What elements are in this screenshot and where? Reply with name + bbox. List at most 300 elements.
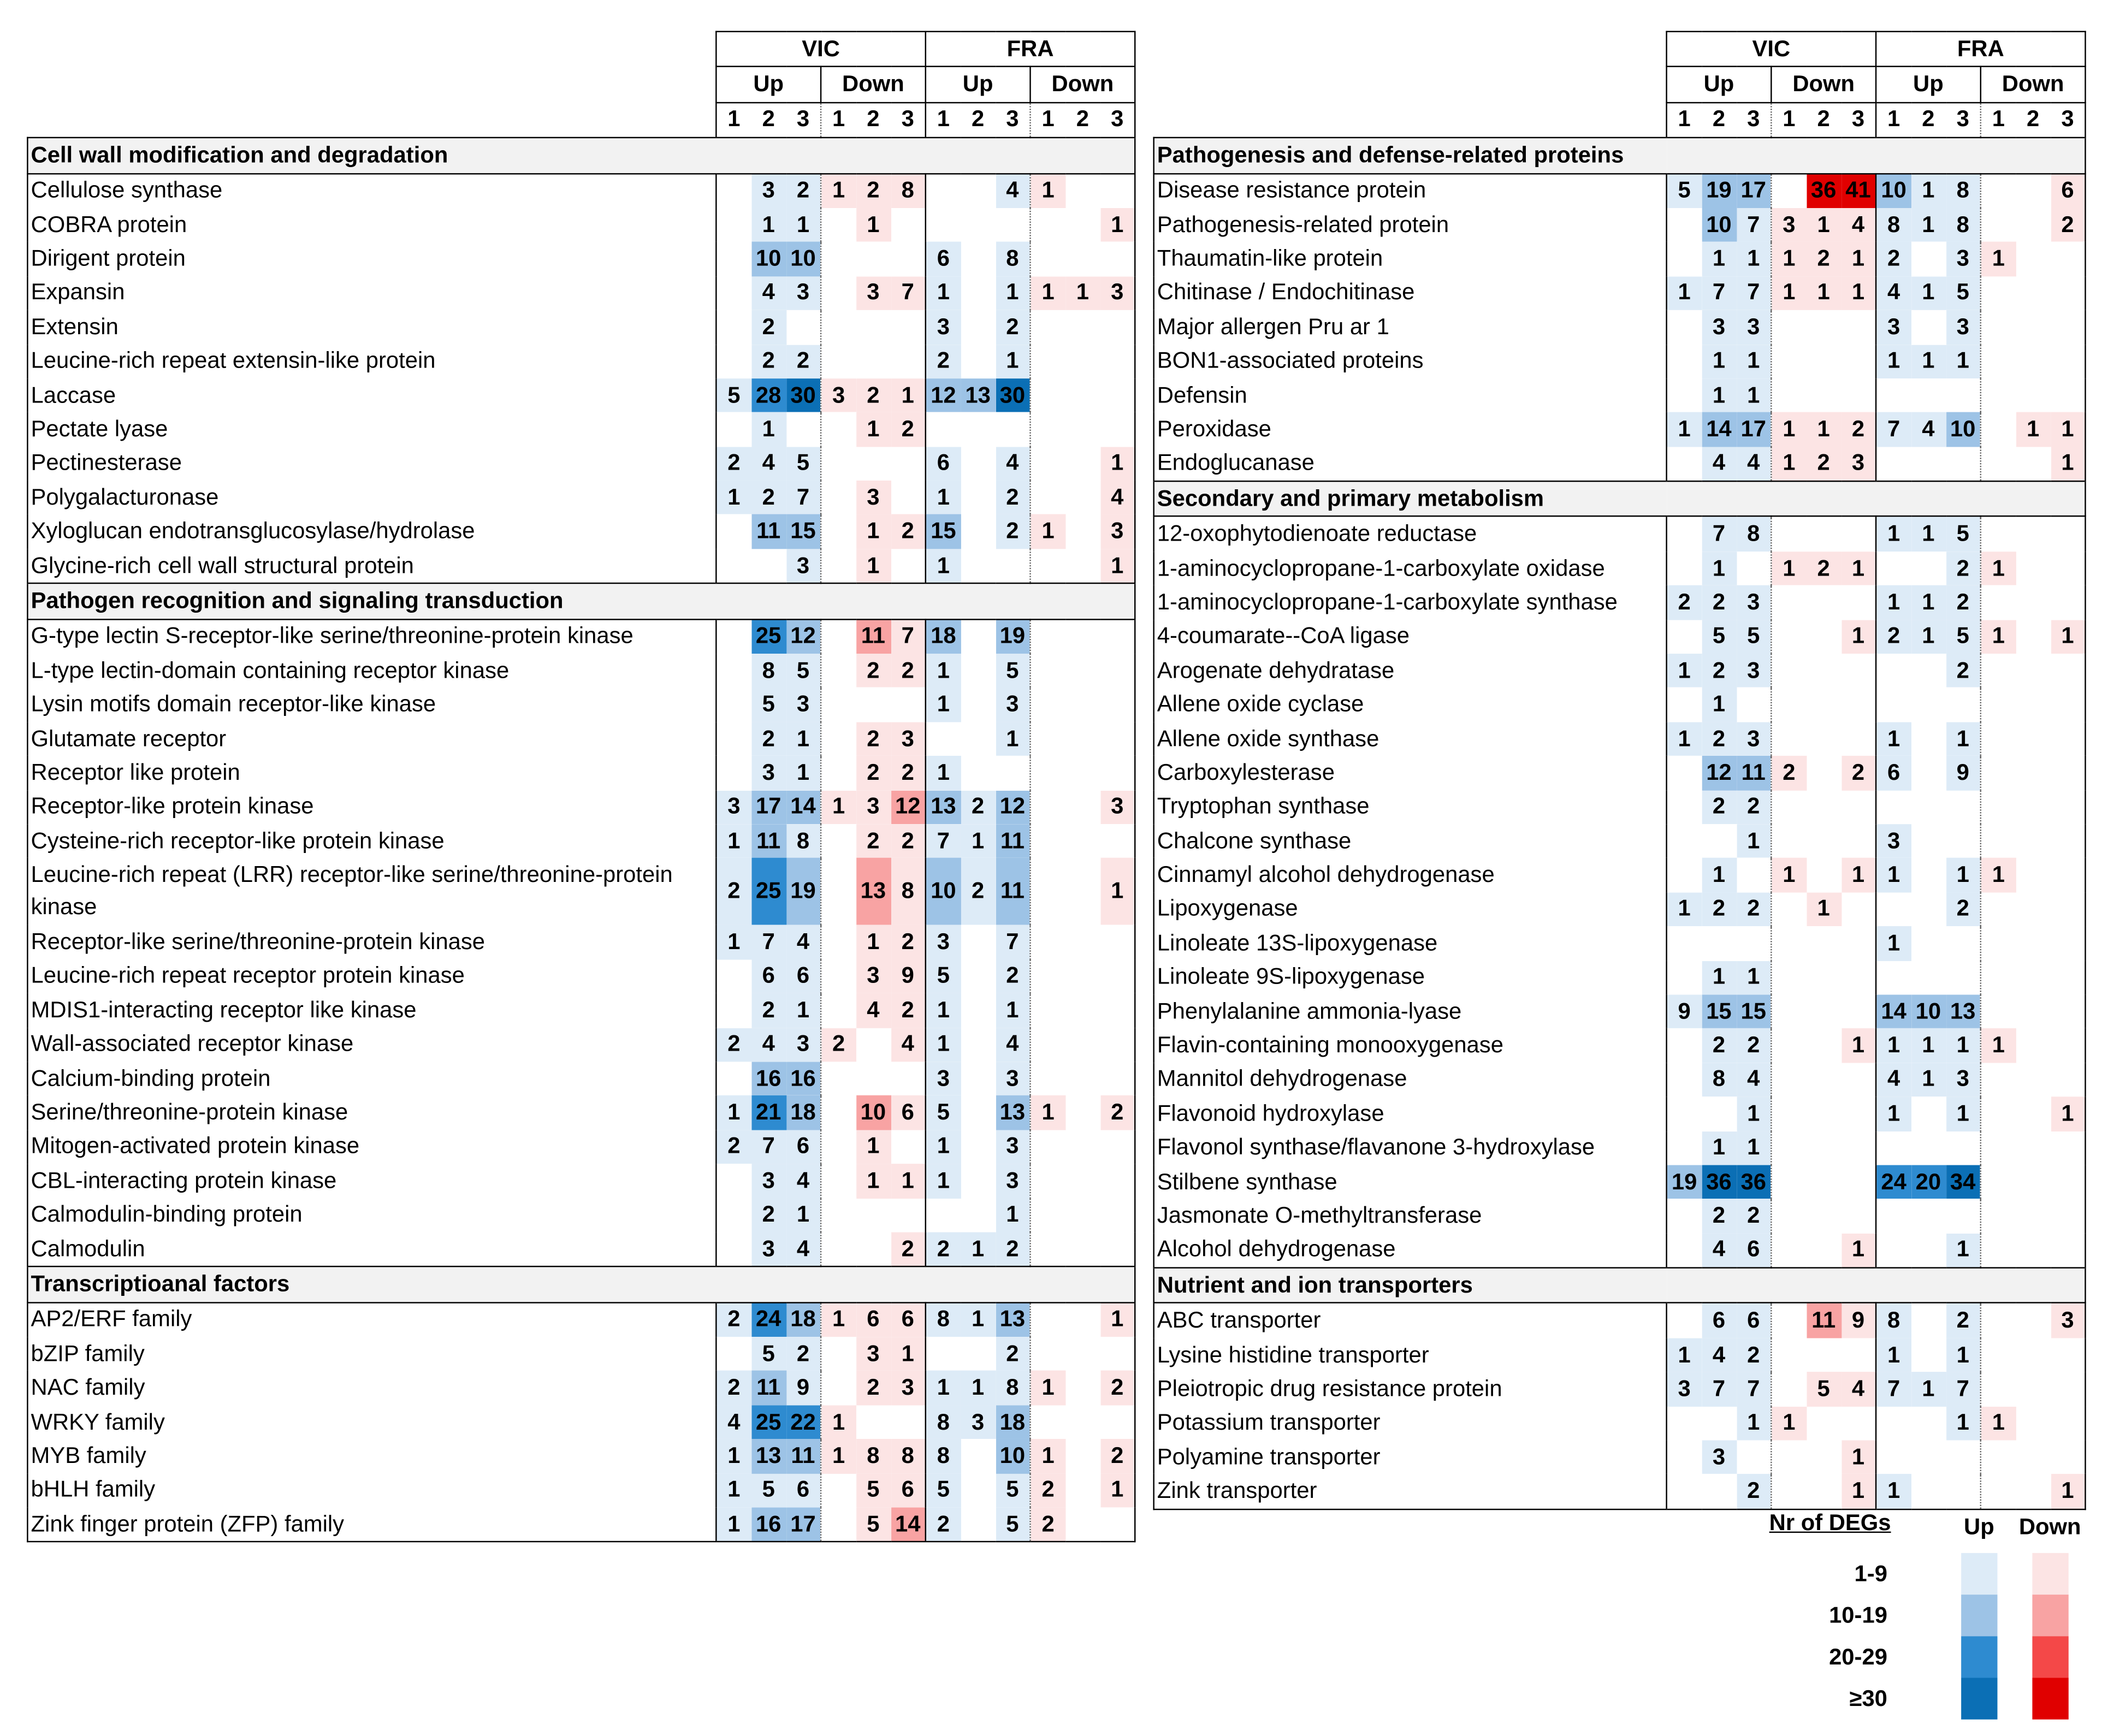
heat-cell: 2 <box>751 345 786 378</box>
category-label: Pathogen recognition and signaling transduction <box>27 584 716 619</box>
heat-cell <box>2016 722 2051 756</box>
heat-cell <box>1702 824 1737 858</box>
heat-cell: 2 <box>1702 1029 1737 1063</box>
heat-cell <box>1667 926 1702 960</box>
heat-cell: 2 <box>821 1028 856 1062</box>
heatmap-row <box>27 1405 1135 1439</box>
heat-cell: 3 <box>856 1337 891 1371</box>
row-label: Carboxylesterase <box>1154 756 1667 790</box>
heat-cell <box>891 1062 926 1095</box>
category-row <box>1154 138 2086 173</box>
heat-cell <box>2016 1474 2051 1509</box>
heat-cell <box>1911 892 1946 926</box>
column-group-header: FRA <box>926 32 1135 67</box>
heat-cell <box>1876 378 1911 412</box>
heat-cell <box>1911 242 1946 276</box>
heat-cell: 10 <box>1911 994 1946 1028</box>
replicate-header: 2 <box>1911 102 1946 138</box>
heat-cell <box>716 549 751 584</box>
legend-swatch-down <box>2032 1553 2068 1595</box>
row-label: Receptor like protein <box>27 756 716 790</box>
heat-cell <box>1065 208 1100 242</box>
heat-cell <box>1806 620 1841 654</box>
heat-cell: 5 <box>926 1473 961 1507</box>
heat-cell <box>856 242 891 276</box>
heat-cell <box>1065 549 1100 584</box>
heat-cell: 1 <box>1876 926 1911 960</box>
replicate-header: 1 <box>926 102 961 138</box>
heat-cell: 4 <box>751 447 786 481</box>
heat-cell <box>926 173 961 208</box>
heat-cell: 1 <box>716 1439 751 1473</box>
heat-cell <box>1806 824 1841 858</box>
heat-cell <box>1771 378 1806 412</box>
heat-cell: 6 <box>926 447 961 481</box>
heat-cell <box>1065 959 1100 993</box>
heat-cell <box>716 1232 751 1267</box>
heatmap-row <box>1154 173 2086 208</box>
heat-cell: 8 <box>1946 173 1981 208</box>
heat-cell: 2 <box>1736 1338 1771 1372</box>
heat-cell <box>1911 756 1946 790</box>
heat-cell: 15 <box>1736 994 1771 1028</box>
heat-cell <box>1031 345 1065 378</box>
heat-cell: 1 <box>1911 345 1946 378</box>
heat-cell <box>1100 688 1135 722</box>
heat-cell <box>1100 1130 1135 1164</box>
legend-swatch-up <box>1961 1553 1997 1595</box>
heatmap-row <box>1154 412 2086 446</box>
heat-cell: 1 <box>1100 1302 1135 1337</box>
heat-cell <box>1981 1440 2016 1474</box>
heatmap-row <box>1154 1440 2086 1474</box>
heat-cell: 36 <box>1702 1165 1737 1199</box>
heatmap-row <box>27 378 1135 412</box>
heat-cell: 1 <box>1806 276 1841 310</box>
heat-cell <box>716 1062 751 1095</box>
heat-cell: 1 <box>2016 412 2051 446</box>
heat-cell: 6 <box>1736 1233 1771 1268</box>
heat-cell <box>1981 994 2016 1028</box>
heat-cell: 2 <box>1946 1304 1981 1338</box>
heat-cell <box>1876 892 1911 926</box>
heat-cell: 2 <box>1946 552 1981 585</box>
heat-cell <box>1031 481 1065 514</box>
heat-cell: 1 <box>1667 276 1702 310</box>
heat-cell <box>1771 824 1806 858</box>
heat-cell: 10 <box>1946 412 1981 446</box>
heat-cell: 3 <box>751 173 786 208</box>
heat-cell <box>1911 1131 1946 1165</box>
legend-bin-label: 10-19 <box>1829 1602 1887 1628</box>
heat-cell: 5 <box>1736 620 1771 654</box>
heat-cell <box>2016 892 2051 926</box>
heat-cell: 2 <box>926 1232 961 1267</box>
heat-cell: 3 <box>1736 654 1771 688</box>
heatmap-row <box>1154 1131 2086 1165</box>
heat-cell <box>821 1371 856 1405</box>
heat-cell <box>1667 517 1702 552</box>
heat-cell: 1 <box>1031 1439 1065 1473</box>
heat-cell <box>1031 619 1065 654</box>
row-label: Receptor-like protein kinase <box>27 790 716 824</box>
heat-cell: 1 <box>786 722 821 756</box>
heat-cell: 4 <box>1841 1372 1876 1406</box>
heat-cell <box>891 310 926 344</box>
heat-cell <box>1806 1406 1841 1440</box>
heat-cell <box>961 1198 996 1232</box>
heat-cell <box>1771 1474 1806 1509</box>
replicate-header: 3 <box>786 102 821 138</box>
heat-cell: 9 <box>1667 994 1702 1028</box>
heatmap-row <box>1154 961 2086 994</box>
heat-cell: 1 <box>1841 858 1876 892</box>
heat-cell: 3 <box>1100 515 1135 549</box>
heat-cell: 13 <box>856 858 891 926</box>
heat-cell <box>821 1062 856 1095</box>
heat-cell: 5 <box>751 688 786 722</box>
heat-cell <box>1946 824 1981 858</box>
heat-cell <box>1667 1029 1702 1063</box>
heat-cell <box>961 1164 996 1198</box>
heatmap-row <box>27 619 1135 654</box>
heat-cell <box>2016 1372 2051 1406</box>
heat-cell: 2 <box>1946 892 1981 926</box>
row-label: Flavonoid hydroxylase <box>1154 1097 1667 1130</box>
heat-cell <box>891 242 926 276</box>
heat-cell: 41 <box>1841 173 1876 208</box>
heat-cell <box>1702 1097 1737 1130</box>
row-label: Cinnamyl alcohol dehydrogenase <box>1154 858 1667 892</box>
heatmap-row <box>1154 1338 2086 1372</box>
heat-cell: 2 <box>891 993 926 1027</box>
heat-cell <box>891 345 926 378</box>
heat-cell: 3 <box>1946 242 1981 276</box>
heat-cell <box>961 619 996 654</box>
heat-cell <box>1981 892 2016 926</box>
heat-cell <box>1876 447 1911 482</box>
heatmap-row <box>1154 722 2086 756</box>
heat-cell: 36 <box>1736 1165 1771 1199</box>
heat-cell: 1 <box>2051 620 2086 654</box>
heat-cell: 18 <box>996 1405 1031 1439</box>
heat-cell: 16 <box>751 1062 786 1095</box>
heat-cell: 5 <box>1667 173 1702 208</box>
heat-cell <box>821 1232 856 1267</box>
heat-cell: 3 <box>751 1232 786 1267</box>
heat-cell <box>1065 1473 1100 1507</box>
heat-cell: 1 <box>1841 242 1876 276</box>
legend-swatch-down <box>2032 1595 2068 1636</box>
replicate-header: 3 <box>1841 102 1876 138</box>
heat-cell: 2 <box>926 345 961 378</box>
heat-cell <box>961 310 996 344</box>
heatmap-row <box>1154 926 2086 960</box>
row-label: Polygalacturonase <box>27 481 716 514</box>
heat-cell: 1 <box>1736 824 1771 858</box>
heat-cell <box>1981 447 2016 482</box>
heat-cell <box>1771 654 1806 688</box>
category-fill <box>716 1267 1135 1302</box>
heat-cell <box>2016 1233 2051 1268</box>
heat-cell <box>2016 1097 2051 1130</box>
legend-swatch-up <box>1961 1678 1997 1720</box>
row-label: Calcium-binding protein <box>27 1062 716 1095</box>
heat-cell <box>1736 688 1771 722</box>
heat-cell <box>891 481 926 514</box>
heat-cell: 1 <box>996 993 1031 1027</box>
heat-cell: 1 <box>891 1164 926 1198</box>
heat-cell <box>1771 1233 1806 1268</box>
heat-cell: 2 <box>961 790 996 824</box>
heat-cell: 5 <box>926 1096 961 1130</box>
replicate-header: 1 <box>1031 102 1065 138</box>
heat-cell <box>996 549 1031 584</box>
heat-cell: 1 <box>926 1371 961 1405</box>
heat-cell <box>821 481 856 514</box>
heat-cell <box>1981 1165 2016 1199</box>
heat-cell <box>1031 242 1065 276</box>
heat-cell: 4 <box>1702 1338 1737 1372</box>
heatmap-row <box>1154 585 2086 619</box>
heat-cell <box>1911 378 1946 412</box>
row-label: Glycine-rich cell wall structural protein <box>27 549 716 584</box>
heat-cell: 1 <box>1771 276 1806 310</box>
heat-cell <box>1911 1338 1946 1372</box>
heatmap-row <box>1154 994 2086 1028</box>
heat-cell: 4 <box>751 1028 786 1062</box>
heat-cell: 4 <box>1841 208 1876 242</box>
heat-cell <box>1065 378 1100 412</box>
heat-cell: 1 <box>2051 1097 2086 1130</box>
replicate-header: 2 <box>1065 102 1100 138</box>
heat-cell: 2 <box>1702 892 1737 926</box>
heat-cell <box>1702 1406 1737 1440</box>
heat-cell <box>1031 1130 1065 1164</box>
heat-cell <box>1031 1062 1065 1095</box>
heat-cell: 4 <box>716 1405 751 1439</box>
header-spacer <box>1154 102 1667 138</box>
heat-cell <box>2016 208 2051 242</box>
heat-cell: 15 <box>1702 994 1737 1028</box>
heat-cell: 6 <box>1876 756 1911 790</box>
heat-cell <box>821 208 856 242</box>
row-label: Pleiotropic drug resistance protein <box>1154 1372 1667 1406</box>
heat-cell: 1 <box>1981 242 2016 276</box>
heat-cell <box>1667 1233 1702 1268</box>
heat-cell <box>1806 994 1841 1028</box>
heat-cell <box>1667 1097 1702 1130</box>
heat-cell: 1 <box>996 345 1031 378</box>
heat-cell: 1 <box>1911 173 1946 208</box>
heat-cell <box>1771 1029 1806 1063</box>
heat-cell <box>1946 447 1981 482</box>
heat-cell <box>716 208 751 242</box>
heat-cell <box>1771 1131 1806 1165</box>
heat-cell <box>1771 722 1806 756</box>
heat-cell <box>1806 1474 1841 1509</box>
heat-cell: 3 <box>996 1062 1031 1095</box>
heat-cell <box>1981 517 2016 552</box>
heat-cell <box>1065 925 1100 959</box>
heat-cell <box>1806 1165 1841 1199</box>
heat-cell <box>1100 1507 1135 1542</box>
heat-cell <box>1065 858 1100 926</box>
heat-cell <box>891 1405 926 1439</box>
heat-cell <box>856 447 891 481</box>
heat-cell: 1 <box>1981 552 2016 585</box>
row-label: Wall-associated receptor kinase <box>27 1028 716 1062</box>
heat-cell <box>1841 1097 1876 1130</box>
heat-cell <box>2016 688 2051 722</box>
heat-cell: 1 <box>751 208 786 242</box>
heat-cell <box>1771 1440 1806 1474</box>
heat-cell <box>1771 994 1806 1028</box>
heat-cell <box>1667 310 1702 344</box>
heat-cell: 1 <box>1806 208 1841 242</box>
heat-cell: 11 <box>751 824 786 858</box>
legend-swatch-up <box>1961 1636 1997 1678</box>
heat-cell <box>1065 1198 1100 1232</box>
heat-cell: 6 <box>891 1473 926 1507</box>
row-label: Leucine-rich repeat receptor protein kinase <box>27 959 716 993</box>
row-label: Calmodulin <box>27 1232 716 1267</box>
heat-cell <box>1065 1507 1100 1542</box>
heat-cell: 1 <box>1876 345 1911 378</box>
heat-cell: 19 <box>1667 1165 1702 1199</box>
heat-cell: 1 <box>1736 242 1771 276</box>
heat-cell <box>1806 654 1841 688</box>
heat-cell: 4 <box>786 925 821 959</box>
heat-cell: 3 <box>926 1062 961 1095</box>
row-label: Flavonol synthase/flavanone 3-hydroxylase <box>1154 1131 1667 1165</box>
heat-cell: 6 <box>751 959 786 993</box>
row-label: L-type lectin-domain containing receptor kinase <box>27 654 716 688</box>
heat-cell: 2 <box>961 858 996 926</box>
heat-cell: 12 <box>996 790 1031 824</box>
heat-cell <box>1667 1474 1702 1509</box>
heat-cell <box>1911 654 1946 688</box>
replicate-header: 3 <box>1100 102 1135 138</box>
heatmap-row <box>27 756 1135 790</box>
heat-cell: 3 <box>1876 824 1911 858</box>
heat-cell: 6 <box>856 1302 891 1337</box>
heatmap-table <box>1153 31 2086 1510</box>
heat-cell <box>1100 345 1135 378</box>
heat-cell: 8 <box>926 1405 961 1439</box>
heat-cell: 6 <box>786 959 821 993</box>
heat-cell: 12 <box>891 790 926 824</box>
heat-cell <box>961 688 996 722</box>
heat-cell: 1 <box>1771 1406 1806 1440</box>
heat-cell: 1 <box>821 173 856 208</box>
heatmap-row <box>27 722 1135 756</box>
heat-cell <box>1946 1131 1981 1165</box>
heat-cell <box>1065 824 1100 858</box>
heatmap-row <box>27 1130 1135 1164</box>
heat-cell: 6 <box>891 1302 926 1337</box>
heat-cell <box>2051 585 2086 619</box>
heat-cell: 3 <box>1771 208 1806 242</box>
heat-cell: 6 <box>2051 173 2086 208</box>
heat-cell: 8 <box>786 824 821 858</box>
heat-cell <box>821 276 856 310</box>
heat-cell <box>1667 620 1702 654</box>
heat-cell: 12 <box>926 378 961 412</box>
heat-cell <box>1806 688 1841 722</box>
heat-cell <box>1806 790 1841 824</box>
row-label: Allene oxide synthase <box>1154 722 1667 756</box>
replicate-header: 1 <box>821 102 856 138</box>
heat-cell <box>1946 378 1981 412</box>
heat-cell: 11 <box>1806 1304 1841 1338</box>
heatmap-row <box>27 1028 1135 1062</box>
row-label: Potassium transporter <box>1154 1406 1667 1440</box>
replicate-header: 2 <box>2016 102 2051 138</box>
category-row <box>27 584 1135 619</box>
heat-cell: 1 <box>716 1473 751 1507</box>
heat-cell: 6 <box>786 1130 821 1164</box>
heat-cell: 1 <box>996 276 1031 310</box>
heat-cell <box>1065 1232 1100 1267</box>
heat-cell: 2 <box>891 1232 926 1267</box>
heat-cell <box>2016 1165 2051 1199</box>
heat-cell: 1 <box>1702 1131 1737 1165</box>
heat-cell <box>1876 1406 1911 1440</box>
heat-cell <box>1876 790 1911 824</box>
direction-header: Down <box>1771 67 1876 103</box>
heat-cell <box>1841 345 1876 378</box>
heat-cell <box>821 654 856 688</box>
heat-cell: 2 <box>751 310 786 344</box>
heat-cell: 9 <box>786 1371 821 1405</box>
heat-cell <box>821 310 856 344</box>
heat-cell <box>1806 1440 1841 1474</box>
heat-cell: 2 <box>891 412 926 446</box>
heat-cell: 14 <box>891 1507 926 1542</box>
heat-cell: 5 <box>751 1473 786 1507</box>
heat-cell: 3 <box>786 549 821 584</box>
heat-cell <box>1806 310 1841 344</box>
heat-cell: 2 <box>856 756 891 790</box>
heatmap-row <box>1154 1233 2086 1268</box>
heat-cell: 2 <box>996 515 1031 549</box>
heat-cell <box>2051 1440 2086 1474</box>
heat-cell <box>1946 1199 1981 1233</box>
heat-cell <box>1065 447 1100 481</box>
heat-cell: 1 <box>821 1405 856 1439</box>
heat-cell <box>821 1507 856 1542</box>
direction-header: Up <box>1876 67 1981 103</box>
row-label: Phenylalanine ammonia-lyase <box>1154 994 1667 1028</box>
heat-cell <box>1771 1338 1806 1372</box>
heat-cell: 1 <box>1667 1338 1702 1372</box>
replicate-header: 1 <box>1667 102 1702 138</box>
heat-cell <box>1981 1304 2016 1338</box>
heat-cell <box>856 688 891 722</box>
heat-cell <box>1100 173 1135 208</box>
heat-cell <box>856 345 891 378</box>
row-label: Zink finger protein (ZFP) family <box>27 1507 716 1542</box>
heat-cell: 16 <box>786 1062 821 1095</box>
heat-cell <box>1911 1199 1946 1233</box>
heat-cell: 5 <box>1946 276 1981 310</box>
heat-cell: 28 <box>751 378 786 412</box>
row-label: 1-aminocyclopropane-1-carboxylate synthase <box>1154 585 1667 619</box>
heat-cell <box>1946 1474 1981 1509</box>
heat-cell: 1 <box>1736 378 1771 412</box>
heat-cell: 2 <box>856 654 891 688</box>
